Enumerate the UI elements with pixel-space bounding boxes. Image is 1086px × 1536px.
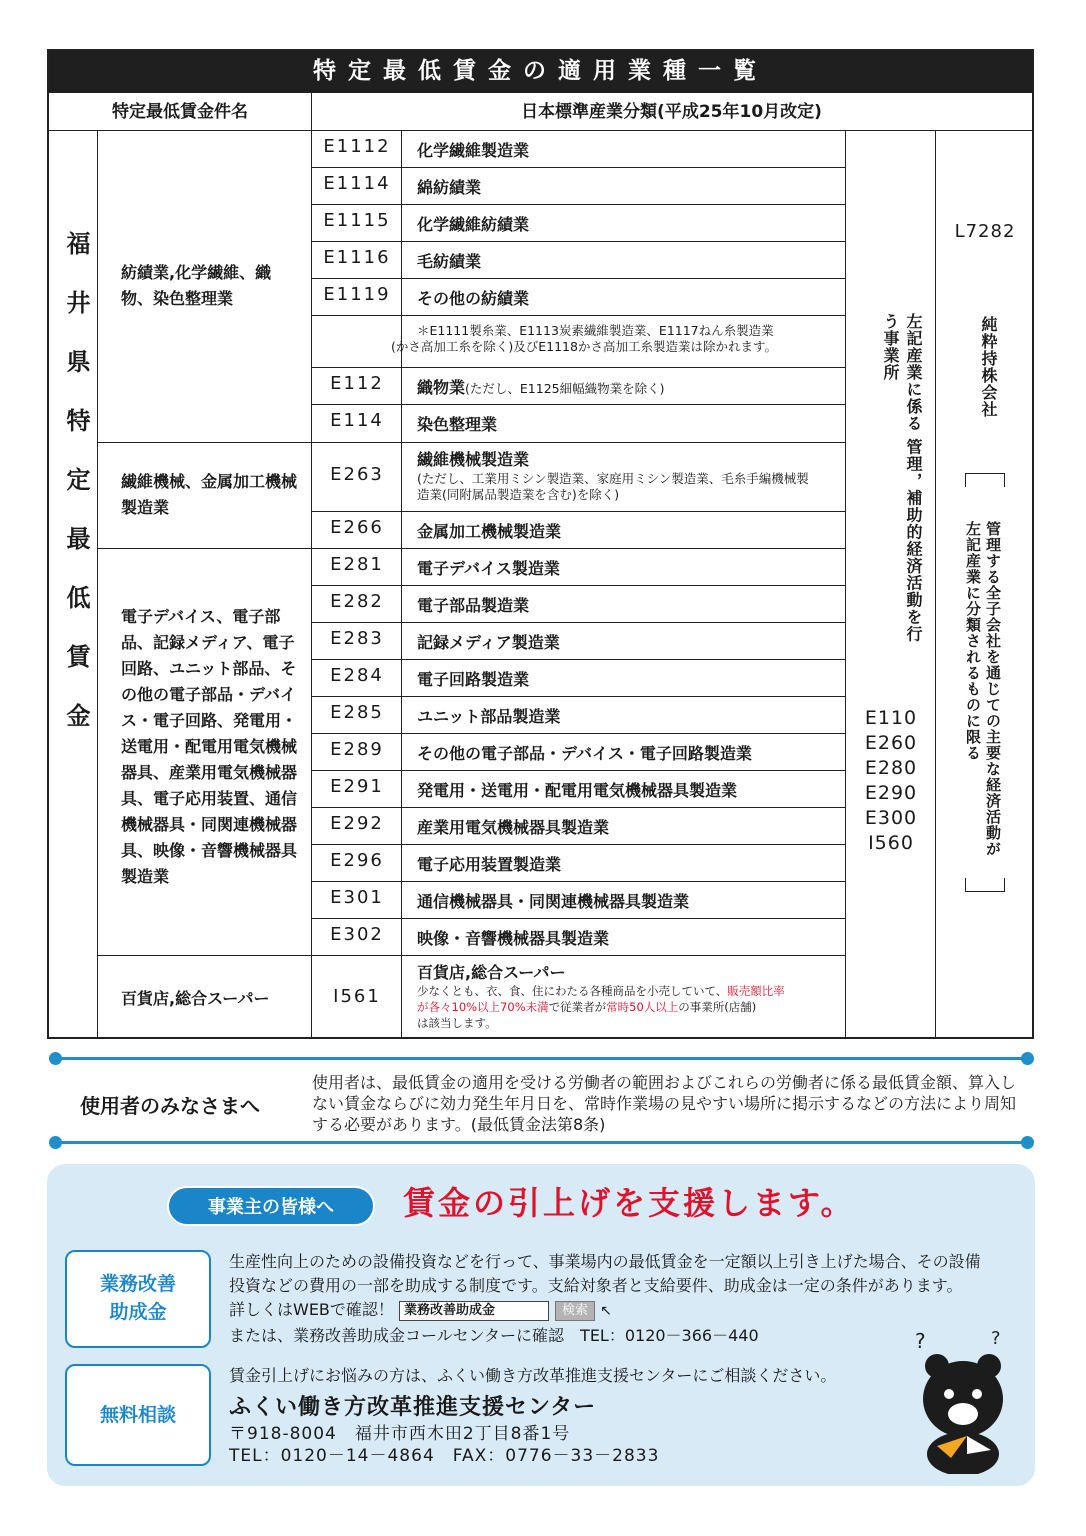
- support-panel: [47, 1164, 1035, 1486]
- center-name: ふくい働き方改革推進支援センター: [229, 1395, 597, 1420]
- i561-note-line1: [417, 983, 785, 999]
- notice-text: 使用者は、最低賃金の適用を受ける労働者の範囲およびこれらの労働者に係る最低賃金額、算入しない賃金ならびに効力発生年月日を、常時作業場の見やすい場所に掲示するなどの方法により周知する必要があります。(最低賃金法第8条): [312, 1073, 1017, 1134]
- industry-cell: 化学繊維紡績業: [417, 215, 530, 234]
- employer-pill: 事業主の皆様へ: [167, 1186, 375, 1226]
- industry-name: 織物業: [417, 378, 466, 397]
- code-cell: E266: [330, 517, 384, 538]
- rule-dot: [49, 1136, 62, 1149]
- industry-cell: 染色整理業: [417, 415, 498, 434]
- col4-vertical-top: 純粋持株会社: [979, 316, 998, 418]
- i561-note-c: の事業所(店舗): [678, 1000, 757, 1014]
- notice-rule-bottom: [56, 1141, 1026, 1144]
- grant-text-2: 投資などの費用の一部を助成する制度です。支給対象者と支給要件、助成金は一定の条件があります。: [229, 1276, 963, 1295]
- industry-cell: 電子部品製造業: [417, 596, 530, 615]
- svg-text:?: ?: [991, 1328, 1001, 1349]
- industry-cell: その他の紡績業: [417, 289, 530, 308]
- bear-mascot-icon: [907, 1324, 1017, 1474]
- col3-code: E110: [864, 707, 918, 729]
- col3-code: E290: [864, 782, 918, 804]
- bracket-open: [965, 473, 1005, 487]
- col3-vertical-text: 左記産業に係る 管理，補助的経済活動を行う事業所: [881, 313, 923, 643]
- support-headline: 賃金の引上げを支援します。: [403, 1184, 856, 1222]
- col3-code: E300: [864, 807, 918, 829]
- code-cell: E301: [330, 887, 384, 908]
- industry-cell: 化学繊維製造業: [417, 141, 530, 160]
- search-input[interactable]: 業務改善助成金: [399, 1301, 549, 1321]
- col3-code: I560: [868, 832, 914, 854]
- industry-cell: 発電用・送電用・配電用電気機械器具製造業: [417, 781, 738, 800]
- i561-note-d: は該当します。: [417, 1016, 497, 1030]
- i561-note-red3: 常時50人以上: [606, 1000, 679, 1014]
- industry-cell: [417, 375, 664, 398]
- industry-cell: その他の電子部品・デバイス・電子回路製造業: [417, 744, 752, 763]
- group-retail: 百貨店,総合スーパー: [121, 989, 270, 1008]
- web-prefix: 詳しくはWEBで確認！: [229, 1300, 394, 1319]
- search-button[interactable]: 検索: [555, 1301, 595, 1321]
- i561-note-red2: が各々10%以上70%未満: [417, 1000, 549, 1014]
- center-address: 〒918-8004 福井市西木田2丁目8番1号: [229, 1424, 571, 1444]
- i561-note-b: で従業者が: [548, 1000, 607, 1014]
- consult-label: 無料相談: [65, 1364, 211, 1466]
- code-cell: E282: [330, 591, 384, 612]
- group-electronics: 電子デバイス、電子部品、記録メディア、電子回路、ユニット部品、その他の電子部品・デバイス・電子回路、発電用・送電用・配電用電気機械器具、産業用電気機械器具、電子応用装置、通信機械器具・同関連機械器具、映像・音響機械器具製造業: [121, 607, 298, 886]
- table-title: 特定最低賃金の適用業種一覧: [49, 51, 1032, 92]
- code-cell: E296: [330, 850, 384, 871]
- code-cell: E283: [330, 628, 384, 649]
- col3-code: E280: [864, 757, 918, 779]
- col4-code: L7282: [954, 221, 1016, 242]
- code-cell: E114: [330, 410, 384, 431]
- code-cell: E285: [330, 702, 384, 723]
- col3-code: E260: [864, 732, 918, 754]
- code-cell: E292: [330, 813, 384, 834]
- code-cell: E284: [330, 665, 384, 686]
- callcenter-text: または、業務改善助成金コールセンターに確認 TEL：0120－366－440: [229, 1326, 759, 1345]
- code-cell: E289: [330, 739, 384, 760]
- code-cell: E1115: [323, 210, 391, 231]
- col4-vertical-b: 左記産業に分類されるものに限る: [964, 521, 982, 761]
- code-cell: E291: [330, 776, 384, 797]
- grant-text-1: 生産性向上のための設備投資などを行って、事業場内の最低賃金を一定額以上引き上げた場合、その設備: [229, 1252, 981, 1271]
- industry-cell: 電子デバイス製造業: [417, 559, 560, 578]
- grant-label: [65, 1250, 211, 1348]
- industry-cell: 映像・音響機械器具製造業: [417, 929, 610, 948]
- code-cell: E281: [330, 554, 384, 575]
- code-cell: E1112: [323, 136, 391, 157]
- svg-text:?: ?: [915, 1329, 926, 1353]
- row-label-fukui: 福井県特定最低賃金: [62, 231, 90, 762]
- col4-vertical-a: 管理する全子会社を通じての主要な経済活動が: [984, 521, 1002, 857]
- industry-table: [47, 49, 1034, 1039]
- industry-cell: 毛紡績業: [417, 252, 482, 271]
- industry-cell: 記録メディア製造業: [417, 633, 560, 652]
- excluded-note-line1: ＊E1111製糸業、E1113炭素繊維製造業、E1117ねん糸製造業: [417, 323, 774, 338]
- rule-dot: [1021, 1136, 1034, 1149]
- industry-cell: 通信機械器具・同関連機械器具製造業: [417, 892, 690, 911]
- header-minimum-wage-name: 特定最低賃金件名: [112, 102, 248, 122]
- web-row: [229, 1298, 612, 1323]
- code-cell: E1116: [323, 247, 391, 268]
- industry-cell: 綿紡績業: [417, 178, 482, 197]
- code-cell: E302: [330, 924, 384, 945]
- center-contact: TEL：0120－14－4864 FAX：0776－33－2833: [229, 1446, 660, 1466]
- industry-cell: 電子応用装置製造業: [417, 855, 562, 874]
- code-cell: E112: [330, 373, 384, 394]
- rule-dot: [1021, 1052, 1034, 1065]
- industry-cell: 百貨店,総合スーパー: [417, 963, 566, 982]
- i561-note-line2: [417, 999, 756, 1015]
- i561-note-red1: 販売額比率: [727, 984, 785, 998]
- e263-note-line2: 造業(同附属品製造業を含む)を除く): [417, 487, 620, 502]
- excluded-note-line2: (かさ高加工糸を除く)及びE1118かさ高加工糸製造業は除かれます。: [391, 339, 777, 354]
- cursor-icon: ↖: [600, 1303, 612, 1319]
- group-machinery: 繊維機械、金属加工機械製造業: [121, 472, 298, 517]
- group-textile: 紡績業,化学繊維、織物、染色整理業: [121, 263, 272, 308]
- industry-cell: 電子回路製造業: [417, 670, 530, 689]
- industry-cell: 繊維機械製造業: [417, 450, 530, 469]
- industry-note: (ただし、E1125細幅織物業を除く): [465, 381, 665, 396]
- consult-text: 賃金引上げにお悩みの方は、ふくい働き方改革推進支援センターにご相談ください。: [229, 1366, 837, 1385]
- code-cell: I561: [333, 986, 381, 1007]
- notice-rule-top: [56, 1057, 1026, 1060]
- header-industry-classification: 日本標準産業分類(平成25年10月改定): [521, 102, 822, 122]
- code-cell: E263: [330, 464, 384, 485]
- grant-label-line2: 助成金: [109, 1301, 167, 1323]
- i561-note-a: 少なくとも、衣、食、住にわたる各種商品を小売していて、: [417, 984, 728, 998]
- notice-title: 使用者のみなさまへ: [80, 1094, 260, 1118]
- rule-dot: [49, 1052, 62, 1065]
- code-cell: E1119: [323, 284, 391, 305]
- industry-cell: 金属加工機械製造業: [417, 522, 562, 541]
- e263-note-line1: (ただし、工業用ミシン製造業、家庭用ミシン製造業、毛糸手編機械製: [417, 471, 809, 486]
- industry-cell: 産業用電気機械器具製造業: [417, 818, 610, 837]
- industry-cell: ユニット部品製造業: [417, 707, 561, 726]
- grant-label-line1: 業務改善: [99, 1273, 176, 1295]
- code-cell: E1114: [323, 173, 391, 194]
- bracket-close: [965, 878, 1005, 892]
